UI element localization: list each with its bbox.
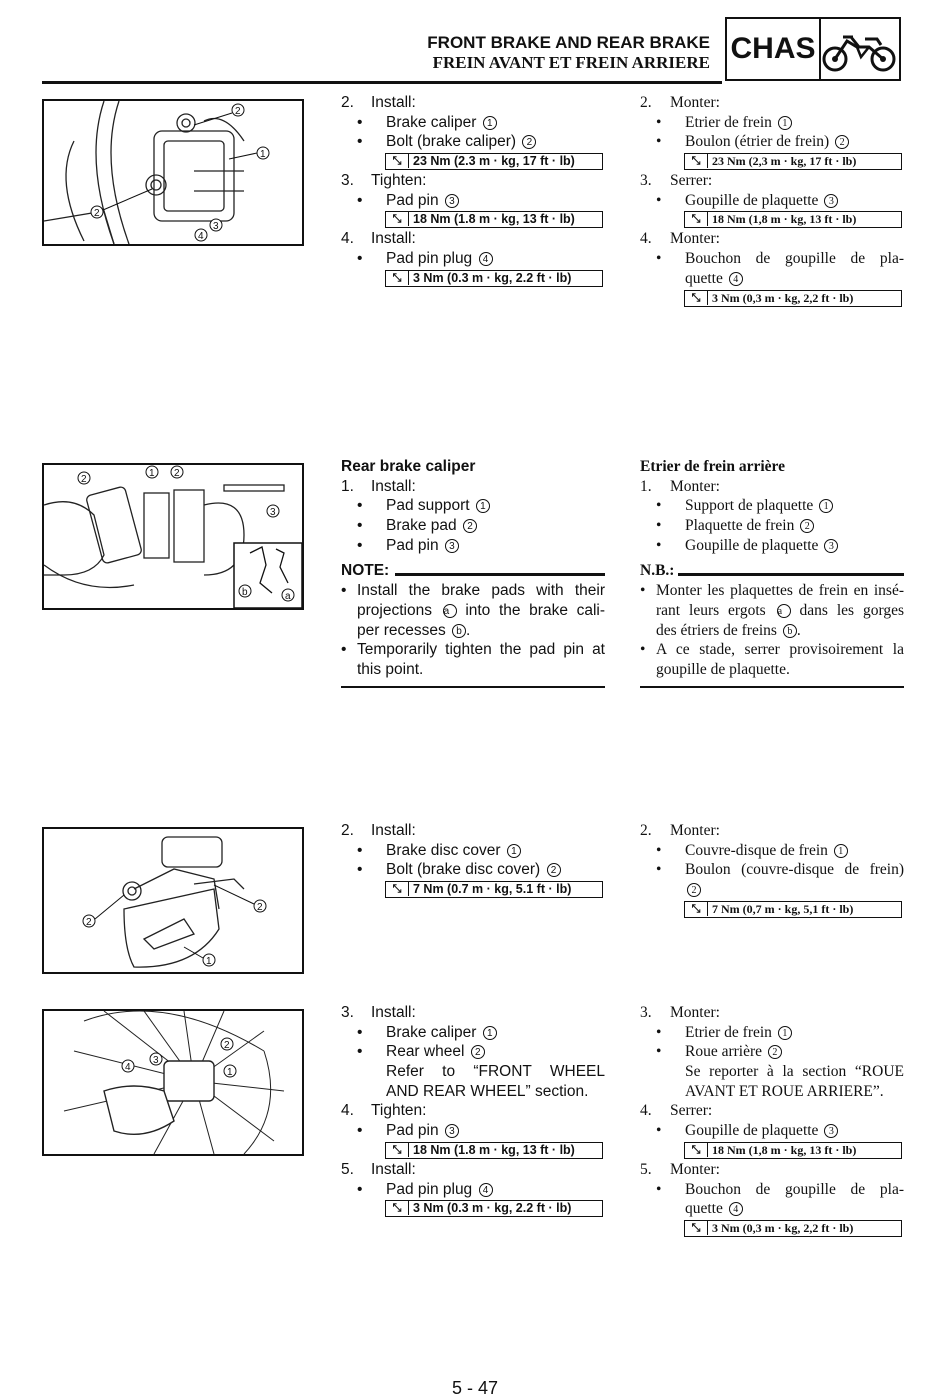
fig2-callout: b [242,587,248,598]
torque-wrench-icon: ⤡ [685,154,708,168]
torque-spec: ⤡ 3 Nm (0.3 m · kg, 2.2 ft · lb) [385,1200,603,1217]
step-action: Monter: [670,230,720,248]
block4-english: 3. Install: • Brake caliper 1 • Rear wheel 2 Refer to “FRONT WHEEL AND REAR WHEEL” section. 4. Tighten: • Pad pin 3 ⤡ 18 Nm (1.8 m · kg, 13 ft · lb) 5. Install: • Pad pin plug 4 ⤡ 3 Nm (0.3 m · kg, 2.2 ft · lb) [341,1004,605,1216]
step-action: Tighten: [371,172,427,190]
note-item: • Temporarily tighten the pad pin at this point. [341,641,605,678]
list-item: Pad pin plug 4 [386,1180,493,1200]
fig1-callout: 1 [260,149,266,160]
step-action: Install: [371,1160,416,1178]
note-item: • A ce stade, serrer provisoirement la goupille de plaquette. [640,641,904,678]
list-item: Plaquette de frein 2 [685,516,814,536]
step-action: Monter: [670,1004,720,1021]
list-item: Etrier de frein 1 [685,1023,792,1043]
step-action: Monter: [670,94,720,111]
note-item: • Install the brake pads with their projections a into the brake cali- per recesses b . [341,582,606,639]
step-action: Tighten: [371,1102,427,1120]
page-title-fr: FREIN AVANT ET FREIN ARRIERE [432,53,710,72]
section-heading: Rear brake caliper [341,458,476,475]
fig4-callout: 1 [227,1067,233,1078]
fig3-callout: 2 [257,902,263,913]
reference-text: Refer to “FRONT WHEEL [386,1063,605,1081]
step-action: Install: [371,94,416,111]
page-title-en: FRONT BRAKE AND REAR BRAKE [427,33,710,52]
list-item: Rear wheel 2 [386,1042,485,1062]
torque-spec: ⤡ 7 Nm (0.7 m · kg, 5.1 ft · lb) [385,881,603,898]
torque-wrench-icon: ⤡ [685,1221,708,1235]
block3-french: 2. Monter: • Couvre-disque de frein 1 • Boulon (couvre-disque de frein) 2 ⤡ 7 Nm (0,7 m · kg, 5,1 ft · lb) [640,822,904,916]
figure-rear-wheel-caliper [42,1009,304,1156]
fig1-callout: 4 [198,231,204,242]
block2-english: Rear brake caliper 1. Install: • Pad support 1 • Brake pad 2 • Pad pin 3 NOTE: • Install the brake pads with their projections a into the brake cali- per recesses b . • Temporarily tighten the pad pin at this point. [341,457,605,688]
torque-spec: ⤡ 3 Nm (0,3 m · kg, 2,2 ft · lb) [684,290,902,307]
list-item: Brake caliper 1 [386,113,497,133]
torque-wrench-icon: ⤡ [685,212,708,226]
list-item: Brake caliper 1 [386,1023,497,1043]
section-label: CHAS [727,19,821,79]
list-item: Bouchon de goupille de pla- [685,1180,904,1198]
list-item: Support de plaquette 1 [685,496,833,516]
list-item: Goupille de plaquette 3 [685,191,838,211]
step-action: Monter: [670,1160,720,1178]
list-item: Roue arrière 2 [685,1042,782,1062]
section-heading: Etrier de frein arrière [640,458,786,475]
list-item: Boulon (couvre-disque de frein) [685,861,904,879]
torque-wrench-icon: ⤡ [685,1143,708,1157]
reference-text: AVANT ET ROUE ARRIERE”. [685,1082,884,1100]
torque-wrench-icon: ⤡ [386,212,409,226]
figure-brake-disc-cover [42,827,304,974]
step-action: Serrer: [670,172,713,190]
reference-text: Se reporter à la section “ROUE [685,1063,904,1081]
torque-spec: ⤡ 7 Nm (0,7 m · kg, 5,1 ft · lb) [684,901,902,918]
note-item: • Monter les plaquettes de frein en insé- rant leurs ergots a dans les gorges des étriers de freins b . [640,582,905,639]
block2-french: Etrier de frein arrière 1. Monter: • Support de plaquette 1 • Plaquette de frein 2 • Goupille de plaquette 3 N.B.: • Monter les plaquettes de frein en insé- rant leurs ergots a dans les gorges des étriers de freins b . • A ce stade, serrer provisoirement la goupille de plaquette. [640,457,904,688]
step-action: Monter: [670,822,720,839]
fig2-callout: a [285,591,291,602]
list-item: Boulon (étrier de frein) 2 [685,132,849,152]
torque-spec: ⤡ 18 Nm (1.8 m · kg, 13 ft · lb) [385,1142,603,1159]
torque-spec: ⤡ 3 Nm (0.3 m · kg, 2.2 ft · lb) [385,270,603,287]
note-end-rule [341,686,605,689]
fig2-callout: 1 [149,468,155,479]
page-number: 5 - 47 [451,1378,499,1398]
step-action: Install: [371,822,416,839]
list-item: Brake pad 2 [386,516,477,536]
fig2-callout: 2 [81,474,87,485]
fig4-callout: 4 [125,1062,131,1073]
torque-spec: ⤡ 23 Nm (2.3 m · kg, 17 ft · lb) [385,153,603,170]
fig4-callout: 3 [153,1055,159,1066]
torque-wrench-icon: ⤡ [386,1143,409,1157]
list-item: Bolt (brake disc cover) 2 [386,860,561,880]
reference-text: AND REAR WHEEL” section. [386,1082,589,1100]
fig1-callout: 3 [213,221,219,232]
torque-spec: ⤡ 18 Nm (1,8 m · kg, 13 ft · lb) [684,211,902,228]
torque-wrench-icon: ⤡ [685,291,708,305]
list-item: Goupille de plaquette 3 [685,536,838,556]
step-action: Install: [371,477,416,495]
list-item: Pad pin 3 [386,1121,459,1141]
fig2-callout: 3 [270,507,276,518]
step-action: Install: [371,1004,416,1021]
fig1-callout: 2 [235,106,241,117]
step-number: 2. [341,94,354,111]
torque-wrench-icon: ⤡ [386,1201,409,1215]
list-item: Pad pin plug 4 [386,249,493,269]
torque-spec: ⤡ 3 Nm (0,3 m · kg, 2,2 ft · lb) [684,1220,902,1237]
torque-spec: ⤡ 18 Nm (1.8 m · kg, 13 ft · lb) [385,211,603,228]
header-rule [42,81,722,84]
note-heading: N.B.: [640,561,904,581]
section-tab [725,17,901,81]
fig1-callout: 2 [94,208,100,219]
motorcycle-icon [821,23,897,77]
torque-spec: ⤡ 18 Nm (1,8 m · kg, 13 ft · lb) [684,1142,902,1159]
list-item: Couvre-disque de frein 1 [685,841,848,861]
fig3-callout: 2 [86,917,92,928]
step-action: Monter: [670,477,720,495]
list-item: Pad pin 3 [386,536,459,556]
figure-rear-caliper-pads [42,463,304,610]
list-item: Bolt (brake caliper) 2 [386,132,536,152]
step-action: Serrer: [670,1102,713,1120]
block1-french: 2. Monter: • Etrier de frein 1 • Boulon (étrier de frein) 2 ⤡ 23 Nm (2,3 m · kg, 17 ft · lb) 3. Serrer: • Goupille de plaquette 3 ⤡ 18 Nm (1,8 m · kg, 13 ft · lb) 4. Monter: • Bouchon de goupille de pla- quette 4 ⤡ 3 Nm (0,3 m · kg, 2,2 ft · lb) [640,94,904,305]
fig2-callout: 2 [174,468,180,479]
list-item: Brake disc cover 1 [386,841,521,861]
figure-front-caliper [42,99,304,246]
block1-english: 2. Install: • Brake caliper 1 • Bolt (brake caliper) 2 ⤡ 23 Nm (2.3 m · kg, 17 ft · lb) 3. Tighten: • Pad pin 3 ⤡ 18 Nm (1.8 m · kg, 13 ft · lb) 4. Install: • Pad pin plug 4 ⤡ 3 Nm (0.3 m · kg, 2.2 ft · lb) [341,93,605,288]
list-item: Pad pin 3 [386,191,459,211]
fig3-callout: 1 [206,956,212,967]
block3-english: 2. Install: • Brake disc cover 1 • Bolt (brake disc cover) 2 ⤡ 7 Nm (0.7 m · kg, 5.1 ft · lb) [341,821,605,899]
list-item: Pad support 1 [386,496,490,516]
list-item: Bouchon de goupille de pla- [685,250,904,268]
torque-wrench-icon: ⤡ [386,882,409,896]
torque-wrench-icon: ⤡ [386,271,409,285]
list-item: Goupille de plaquette 3 [685,1121,838,1141]
fig4-callout: 2 [224,1040,230,1051]
step-action: Install: [371,230,416,248]
torque-wrench-icon: ⤡ [685,902,708,916]
note-end-rule [640,686,904,689]
torque-wrench-icon: ⤡ [386,154,409,168]
note-heading: NOTE: [341,561,605,581]
torque-spec: ⤡ 23 Nm (2,3 m · kg, 17 ft · lb) [684,153,902,170]
block4-french: 3. Monter: • Etrier de frein 1 • Roue arrière 2 Se reporter à la section “ROUE AVANT ET ROUE ARRIERE”. 4. Serrer: • Goupille de plaquette 3 ⤡ 18 Nm (1,8 m · kg, 13 ft · lb) 5. Monter: • Bouchon de goupille de pla- quette 4 ⤡ 3 Nm (0,3 m · kg, 2,2 ft · lb) [640,1004,904,1235]
list-item: Etrier de frein 1 [685,113,792,133]
